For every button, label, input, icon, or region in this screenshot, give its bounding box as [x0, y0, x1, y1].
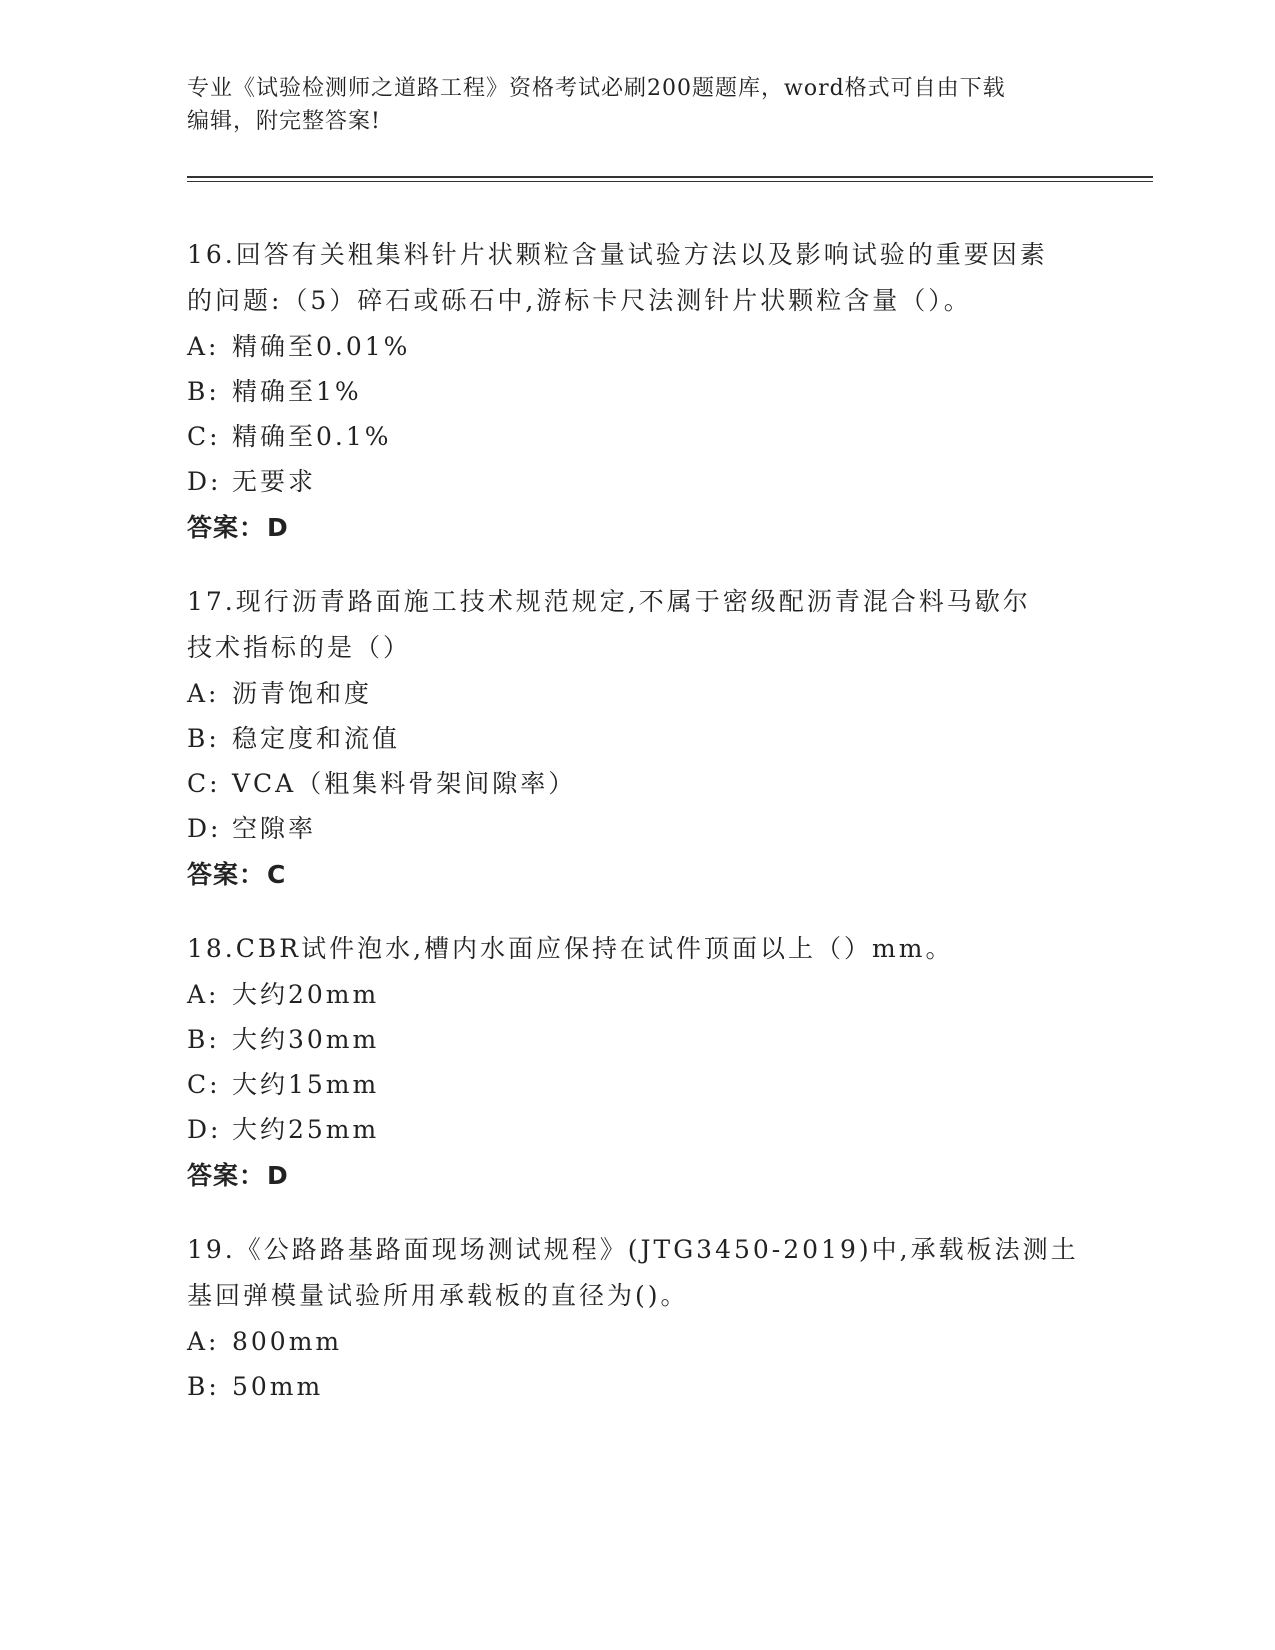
option-c [187, 414, 1087, 459]
question-stem [187, 926, 1087, 972]
document-header [187, 72, 1087, 138]
option-letter: A: [187, 679, 220, 708]
option-text: 精确至0.01% [232, 332, 411, 361]
option-d [187, 806, 1087, 851]
option-letter: D: [187, 1115, 222, 1144]
question-stem-line: 16.回答有关粗集料针片状颗粒含量试验方法以及影响试验的重要因素 [187, 240, 1048, 269]
option-a [187, 1319, 1087, 1364]
option-text: 精确至1% [232, 377, 362, 406]
question-stem-line: 的问题:（5）碎石或砾石中,游标卡尺法测针片状颗粒含量（）。 [187, 286, 972, 315]
option-d [187, 459, 1087, 504]
option-text: VCA（粗集料骨架间隙率） [232, 769, 577, 798]
question-16 [187, 232, 1087, 552]
question-17 [187, 579, 1087, 899]
question-19 [187, 1227, 1087, 1409]
header-line-1: 专业《试验检测师之道路工程》资格考试必刷200题题库，word格式可自由下载 [187, 76, 1006, 101]
option-letter: C: [187, 422, 221, 451]
option-a [187, 324, 1087, 369]
option-letter: B: [187, 1372, 220, 1401]
option-letter: A: [187, 980, 220, 1009]
question-stem-line: 基回弹模量试验所用承载板的直径为()。 [187, 1281, 689, 1310]
answer-line [187, 1152, 1087, 1200]
option-letter: B: [187, 377, 220, 406]
option-text: 沥青饱和度 [232, 679, 373, 708]
option-a [187, 972, 1087, 1017]
question-stem-line: 17.现行沥青路面施工技术规范规定,不属于密级配沥青混合料马歇尔 [187, 587, 1031, 616]
option-b [187, 369, 1087, 414]
option-text: 稳定度和流值 [232, 724, 401, 753]
option-c [187, 1062, 1087, 1107]
option-letter: A: [187, 332, 220, 361]
option-c [187, 761, 1087, 806]
question-18 [187, 926, 1087, 1200]
option-letter: D: [187, 467, 222, 496]
option-b [187, 1017, 1087, 1062]
option-text: 大约15mm [232, 1070, 380, 1099]
answer-label: 答案： [187, 860, 266, 889]
answer-label: 答案： [187, 513, 266, 542]
header-divider-top [187, 176, 1153, 178]
option-letter: B: [187, 724, 220, 753]
option-b [187, 716, 1087, 761]
answer-line [187, 851, 1087, 899]
option-d [187, 1107, 1087, 1152]
option-letter: B: [187, 1025, 220, 1054]
answer-label: 答案： [187, 1161, 266, 1190]
question-list [187, 232, 1087, 1436]
question-stem [187, 1227, 1087, 1319]
header-line-2: 编辑，附完整答案! [187, 109, 381, 134]
option-text: 50mm [232, 1372, 324, 1401]
option-b [187, 1364, 1087, 1409]
question-stem [187, 232, 1087, 324]
answer-line [187, 504, 1087, 552]
option-text: 空隙率 [232, 814, 317, 843]
header-divider-bottom [187, 181, 1153, 182]
option-text: 800mm [232, 1327, 343, 1356]
answer-value: D [267, 1161, 289, 1190]
question-stem [187, 579, 1087, 671]
option-text: 无要求 [232, 467, 317, 496]
question-stem-line: 18.CBR试件泡水,槽内水面应保持在试件顶面以上（）mm。 [187, 934, 954, 963]
option-text: 大约25mm [232, 1115, 380, 1144]
option-letter: D: [187, 814, 222, 843]
question-stem-line: 技术指标的是（） [187, 633, 412, 662]
option-text: 精确至0.1% [232, 422, 392, 451]
answer-value: C [267, 860, 287, 889]
option-letter: C: [187, 1070, 221, 1099]
option-letter: A: [187, 1327, 220, 1356]
question-stem-line: 19.《公路路基路面现场测试规程》(JTG3450-2019)中,承载板法测土 [187, 1235, 1079, 1264]
answer-value: D [267, 513, 289, 542]
option-a [187, 671, 1087, 716]
option-text: 大约30mm [232, 1025, 380, 1054]
option-text: 大约20mm [232, 980, 380, 1009]
option-letter: C: [187, 769, 221, 798]
